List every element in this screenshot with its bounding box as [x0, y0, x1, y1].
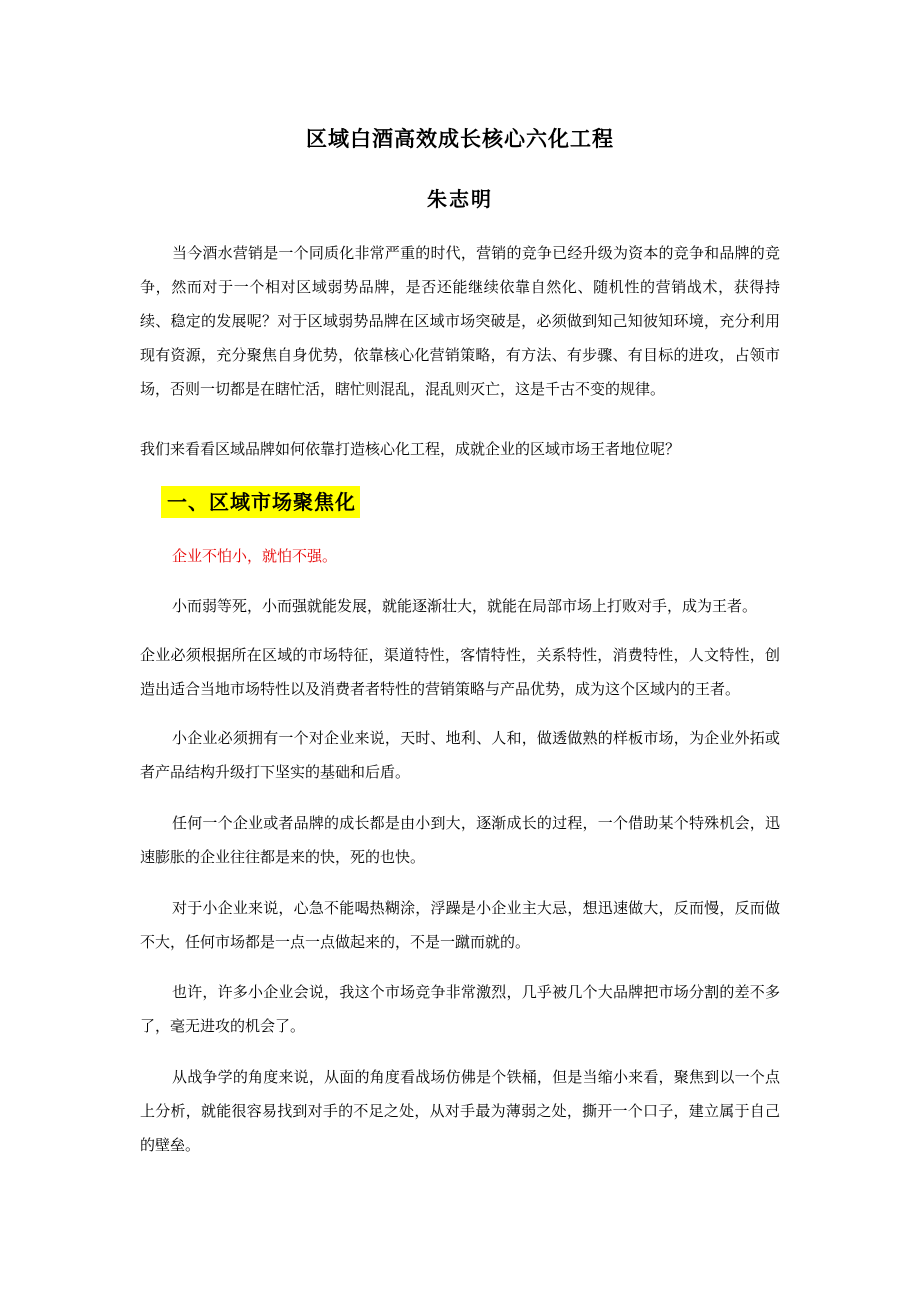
document-title: 区域白酒高效成长核心六化工程 — [306, 127, 614, 151]
body-paragraph: 小而弱等死，小而强就能发展，就能逐渐壮大，就能在局部市场上打败对手，成为王者。 — [172, 597, 758, 615]
body-paragraph: 对于小企业来说，心急不能喝热糊涂，浮躁是小企业主大忌，想迅速做大，反而慢，反而做不大，任何市场都是一点一点做起来的，不是一蹴而就的。 — [140, 899, 780, 951]
question-paragraph: 我们来看看区域品牌如何依靠打造核心化工程，成就企业的区域市场王者地位呢？ — [140, 440, 681, 458]
body-paragraph: 从战争学的角度来说，从面的角度看战场仿佛是个铁桶，但是当缩小来看，聚焦到以一个点上分析，就能很容易找到对手的不足之处，从对手最为薄弱之处，撕开一个口子，建立属于自己的壁垒。 — [140, 1068, 780, 1154]
body-paragraph: 也许，许多小企业会说，我这个市场竞争非常激烈，几乎被几个大品牌把市场分割的差不多了，毫无进攻的机会了。 — [140, 983, 780, 1035]
body-paragraph: 任何一个企业或者品牌的成长都是由小到大，逐渐成长的过程，一个借助某个特殊机会，迅速膨胀的企业往往都是来的快，死的也快。 — [140, 814, 780, 866]
section-slogan: 企业不怕小，就怕不强。 — [172, 547, 338, 565]
intro-paragraph: 当今酒水营销是一个同质化非常严重的时代，营销的竞争已经升级为资本的竞争和品牌的竞争，然而对于一个相对区域弱势品牌，是否还能继续依靠自然化、随机性的营销战术，获得持续、稳定的发展呢？对于区域弱势品牌在区域市场突破是，必须做到知己知彼知环境，充分利用现有资源，充分聚焦自身优势，依靠核心化营销策略，有方法、有步骤、有目标的进攻，占领市场，否则一切都是在瞎忙活，瞎忙则混乱，混乱则灭亡，这是千古不变的规律。 — [140, 244, 780, 398]
section-heading: 一、区域市场聚焦化 — [161, 486, 360, 518]
body-paragraph: 小企业必须拥有一个对企业来说，天时、地利、人和，做透做熟的样板市场，为企业外拓或者产品结构升级打下坚实的基础和后盾。 — [140, 729, 780, 781]
body-paragraph: 企业必须根据所在区域的市场特征，渠道特性，客情特性，关系特性，消费特性，人文特性，创造出适合当地市场特性以及消费者者特性的营销策略与产品优势，成为这个区域内的王者。 — [140, 646, 780, 698]
document-author: 朱志明 — [427, 187, 493, 211]
